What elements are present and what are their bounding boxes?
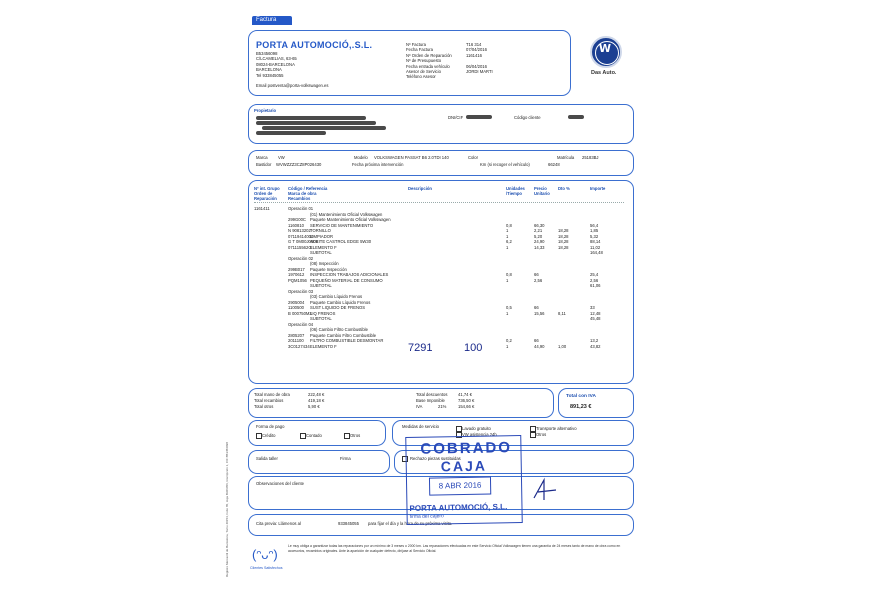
stamp-sub: firma del cajero [409,513,444,520]
invoice-meta-value: JORDI MARTI [466,69,493,74]
totals-label: Total recambios [254,398,284,403]
owner-redaction [256,121,376,125]
table-cell: SUBTOTAL [310,316,332,321]
invoice-meta-label: Nº Orden de Reparación [406,52,452,58]
table-cell: 33 [590,305,595,310]
totals-value: 154,66 € [458,404,475,409]
table-cell: 61,06 [590,283,601,288]
owner-redaction [256,116,366,120]
table-cell: 8,11 [558,310,566,316]
table-cell: 071115562G [288,244,312,250]
column-header: Nº int. Grupo Orden de Reparación [254,186,280,201]
exit-label: Salida taller [256,456,278,461]
table-cell: TORNILLO [310,228,331,233]
reject-label: Rechazo piezas sustituidas [410,456,461,461]
table-cell: 25,4 [590,272,599,277]
table-cell: ACEITE CASTROL EDGE 5W30 [310,239,372,244]
table-cell: 299B017 [288,266,305,272]
vehicle-field: Matrícula [557,155,575,160]
table-cell: ELEMENTO F [310,343,337,349]
column-header: Descripción [408,186,432,191]
invoice-meta-label: Teléfono Asesor [406,74,436,80]
invoice-meta-label: Nº Factura [406,42,426,47]
table-cell: Paquete Mantenimiento Oficial Volkswagen [310,217,391,222]
invoice-meta-value: 1161416 [466,52,482,58]
table-cell: SUBTOTAL [310,283,332,288]
table-cell: G T 0M00J0009 [288,239,318,244]
table-cell: 2,56 [590,277,599,283]
stamp-company: PORTA AUTOMOCIÓ, S.L. [409,502,508,513]
table-cell: 24,90 [534,239,545,244]
payment-option-label: Otros [350,433,361,438]
table-cell: 66 [534,338,539,343]
totals-label: Total otros [254,404,274,409]
totals-value: 21% [438,404,447,409]
table-cell: 14,33 [534,244,545,250]
table-cell: SERVICIO DE MANTENIMIENTO [310,222,374,228]
client-code-redaction [568,115,584,119]
column-header: Precio Unitario [534,186,550,196]
total-label: Total con IVA [566,394,596,399]
services-label: Medidas de servicio [402,424,440,429]
totals-value: 736,50 € [458,398,475,403]
totals-box [248,388,554,418]
service-option-label: VW asistencia 24h [462,432,497,437]
table-cell: Operación 01 [288,206,314,211]
service-option-label: Lavado gratuito [462,426,491,431]
table-cell: INSPECCION TRABAJOS ADICIONALES [310,272,389,277]
table-cell: 2805207 [288,332,305,338]
table-cell: 66 [534,305,539,310]
table-cell: 56,4 [590,222,599,228]
table-cell: 18,28 [558,239,569,244]
table-cell: N 90813202 [288,228,311,233]
totals-value: 41,74 € [458,392,472,397]
company-line: Email postventa@porta-volkswagen.es [256,83,329,89]
vehicle-field: WVWZZZ3CZ8P026430 [276,162,322,167]
table-cell: 44,90 [534,343,545,349]
table-cell: LIQ FRENOS [310,310,336,316]
column-header: Importe [590,186,606,191]
table-cell: 45,48 [590,316,601,321]
table-cell: 1 [506,228,509,233]
invoice-meta-label: Nº de Presupuesto [406,58,442,64]
totals-value: 419,18 € [308,398,325,403]
dni-redaction [466,115,492,119]
company-line: Tel 933845055 [256,72,284,78]
invoice-meta-value: 06/04/2016 [466,63,487,69]
table-cell: 299G00C [288,217,306,222]
invoice-page [212,0,672,600]
table-cell: PQM1056 [288,277,307,283]
table-cell: 2,21 [534,228,543,233]
table-cell: 88,14 [590,239,601,244]
table-cell: Operación 04 [288,321,314,327]
footer-text: Le muy obliga a garantizar todas las reparaciones por un mínimo de 3 meses o 2000 km. Las reparaciones efectuadas en este Servicio Oficial Volkswagen tienen una garantía de 24 meses tanto de mano de obra como en accesorios, recambios originales. Ante la aparición de cualquier defecto, diríjase al Servicio Oficial. [288,544,621,553]
company-line: C/LCAMELIAS, 63-65 [256,56,297,62]
table-cell: LIMPIADOR [310,233,334,239]
invoice-meta-value: 07/04/2016 [466,47,487,53]
column-header: Unidades /Tiempo [506,186,525,196]
table-cell: (06) Cambio Filtro Combustible [310,327,368,332]
owner-redaction [262,126,386,130]
table-cell: 6,2 [506,239,512,244]
table-cell: 1 [506,343,509,349]
vehicle-field: Fecha próxima intervención [352,162,404,167]
table-cell: 1 [506,244,509,250]
vehicle-field: VOLKSWAGEN PASSAT B6 2.0TDI 140 [374,155,449,160]
appointment-note: para fijar el día y la hora de su próxima visita. [368,521,453,526]
vehicle-field: Color [468,155,479,160]
payment-option-label: Contado [306,433,322,438]
table-cell: 2011100 [288,338,304,343]
table-cell: 18,28 [558,233,569,239]
totals-value: 5,90 € [308,404,320,409]
invoice-meta-label: Fecha Factura [406,47,433,53]
invoice-meta-label: Fecha entrada vehículo [406,63,450,69]
vehicle-field: Bastidor [256,162,272,167]
table-cell: 15,56 [534,310,545,316]
table-cell: 0,8 [506,272,512,277]
totals-label: IVA [416,404,423,409]
table-cell: Operación 03 [288,288,314,294]
grand-total-box [558,388,634,418]
table-cell: Paquete Inspección [310,266,347,272]
table-cell: Paquete Cambio Filtro Combustible [310,332,377,338]
table-cell: PEQUEÑO MATERIAL DE CONSUMO [310,277,383,283]
side-legal-text: Registro Mercantil de Barcelona, Tomo 40154, Folio 65, Hoja B366456, Inscripción 1, CIF B53456098 [225,441,229,577]
owner-label: Propietario [254,108,277,113]
totals-label: Total mano de obra [254,392,290,397]
table-cell: 43,82 [590,343,601,349]
paid-stamp [405,435,523,525]
sign-label: Firma [340,456,351,461]
company-name: PORTA AUTOMOCIÓ,.S.L. [256,40,373,50]
table-cell: 5,32 [590,233,599,239]
table-cell: B 000750M3 [288,310,312,316]
handwritten-note-right: 100 [464,342,483,354]
table-cell: 11,02 [590,244,601,250]
table-cell: 1970612 [288,272,305,277]
vw-logo-icon: W [590,36,622,68]
vehicle-field: Km (si recoger el vehículo) [480,162,530,167]
exit-box [248,450,390,474]
stamp-line2: CAJA [440,457,488,475]
signature-mark [530,476,560,504]
company-line: BARCELONA [256,67,282,73]
table-cell: 18,28 [558,228,569,233]
observations-label: Observaciones del cliente [256,481,304,486]
table-cell: FILTRO COMBUSTIBLE DESMONTAR [310,338,384,343]
table-cell: 5,20 [534,233,543,239]
service-option-label: Otros [536,432,547,437]
table-cell: Paquete Cambio Líquido Frenos [310,299,371,305]
totals-label: Base Imponible [416,398,445,403]
stamp-date: 8 ABR 2016 [429,477,491,496]
column-header: Dto % [558,186,570,191]
table-cell: (01) Mantenimiento Oficial Volkswagen [310,211,383,217]
table-cell: 1,85 [590,228,599,233]
invoice-tab: Factura [252,16,292,25]
payment-label: Forma de pago [256,424,285,429]
table-cell: (03) Cambio Líquido Frenos [310,294,363,299]
appointment-phone: 933845055 [338,521,359,526]
vehicle-field: 66248 [548,162,560,167]
stamp-line1: COBRADO [420,439,513,458]
column-header: Código / Referencia Marca de obra Recambios [288,186,328,201]
handwritten-note-left: 7291 [408,342,433,354]
table-cell: 66 [534,272,539,277]
table-cell: 13,2 [590,338,599,343]
vehicle-field: VW [278,155,285,160]
smiley-caption: Clientes Satisfechos [250,566,283,570]
dni-label: DNI/CIF [448,115,464,120]
table-cell: 18,28 [558,244,569,250]
service-option-label: Transporte alternativo [536,426,577,431]
table-cell: 1 [506,277,509,283]
payment-option-label: Crédito [262,433,276,438]
table-cell: ELEMENTO F [310,244,337,250]
table-cell: 1161411 [254,206,270,211]
total-value: 891,23 € [570,404,592,410]
smiley-icon: (ᵔᴗᵔ) [252,547,278,562]
appointment-label: Cita previa: Llámenos al [256,521,301,526]
table-cell: SUST LIQUIDO DE FRENOS [310,305,366,310]
totals-label: Total descuentos [416,392,448,397]
table-cell: 0,2 [506,338,512,343]
table-cell: 1160810 [288,222,304,228]
table-cell: 1,00 [558,343,567,349]
table-cell: 1 [506,310,509,316]
invoice-meta-label: Asesor de Servicio [406,69,441,74]
table-cell: 07119414000 [288,233,314,239]
company-line: 08024-BARCELONA [256,61,295,67]
totals-value: 222,48 € [308,392,325,397]
vehicle-field: 25183BJ [582,155,599,160]
invoice-meta-value: T16 314 [466,42,482,47]
table-cell: 3C0127434 [288,343,310,349]
table-cell: 164,48 [590,250,603,255]
table-cell: Operación 02 [288,255,314,261]
table-cell: 0,5 [506,305,512,310]
table-cell: 0,8 [506,222,512,228]
table-cell: 2905004 [288,299,305,305]
table-cell: SUBTOTAL [310,250,332,255]
brand-caption: Das Auto. [591,70,617,76]
table-cell: 66,30 [534,222,545,228]
table-cell: 1100500 [288,305,304,310]
company-line: B53456098 [256,51,278,56]
table-cell: 2,56 [534,277,543,283]
table-cell: 12,48 [590,310,601,316]
client-code-label: Código cliente [514,115,541,120]
vehicle-field: Modelo [354,155,368,160]
owner-redaction [256,131,326,135]
vehicle-field: Marca [256,155,268,160]
table-cell: 1 [506,233,509,239]
table-cell: (08) Inspección [310,261,339,266]
